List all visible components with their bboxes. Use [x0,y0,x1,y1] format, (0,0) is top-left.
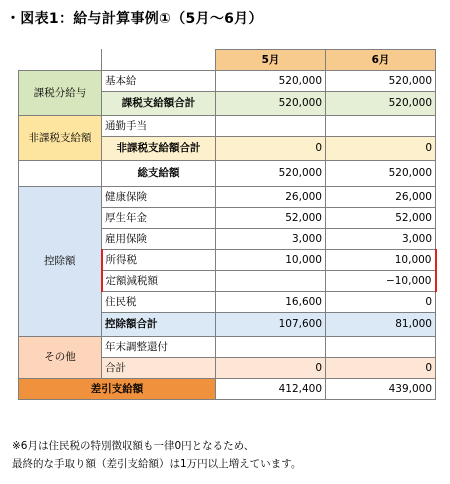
row-label-nenmatsu: 年末調整還付 [102,337,216,358]
header-row [19,50,436,71]
table-row [19,337,436,358]
row-label-koyo: 雇用保険 [102,229,216,250]
group-label-koujo: 控除額 [19,187,102,337]
row-label-kazei-total: 課税支給額合計 [102,92,216,116]
sashihiki-may: 412,400 [216,379,326,400]
koyo-jun: 3,000 [326,229,436,250]
nenmatsu-jun [326,337,436,358]
kihonkyu-jun: 520,000 [326,71,436,92]
col-header-jun: 6月 [326,50,436,71]
table-row [19,116,436,137]
group-label-sonota: その他 [19,337,102,379]
salary-table [18,49,437,400]
kenko-may: 26,000 [216,187,326,208]
table-row-sashihiki [19,379,436,400]
koujo-total-may: 107,600 [216,313,326,337]
row-label-gokei: 合計 [102,358,216,379]
row-label-hikazei-total: 非課税支給額合計 [102,137,216,161]
kazei-total-may: 520,000 [216,92,326,116]
row-label-koujo-total: 控除額合計 [102,313,216,337]
hikazei-total-jun: 0 [326,137,436,161]
kenko-jun: 26,000 [326,187,436,208]
row-label-kihonkyu: 基本給 [102,71,216,92]
kazei-total-jun: 520,000 [326,92,436,116]
row-label-tsukin: 通勤手当 [102,116,216,137]
figure-title: ・図表1：給与計算事例①（5月～6月） [6,11,263,27]
sou-shikyu-jun: 520,000 [326,161,436,187]
nenmatsu-may [216,337,326,358]
sou-shikyu-may: 520,000 [216,161,326,187]
jumin-jun: 0 [326,292,436,313]
header-blank-cell [19,50,102,71]
row-label-jumin: 住民税 [102,292,216,313]
koyo-may: 3,000 [216,229,326,250]
koujo-total-jun: 81,000 [326,313,436,337]
tsukin-may [216,116,326,137]
kosei-jun: 52,000 [326,208,436,229]
shotoku-may: 10,000 [216,250,326,271]
footnote [12,437,301,473]
gokei-may: 0 [216,358,326,379]
shotoku-jun: 10,000 [326,250,436,271]
teigaku-may [216,271,326,292]
col-header-may: 5月 [216,50,326,71]
row-label-kosei: 厚生年金 [102,208,216,229]
blank-cell [19,161,102,187]
jumin-may: 16,600 [216,292,326,313]
teigaku-jun: −10,000 [326,271,436,292]
group-label-hikazei: 非課税支給額 [19,116,102,161]
hikazei-total-may: 0 [216,137,326,161]
group-label-kazei: 課税分給与 [19,71,102,116]
kihonkyu-may: 520,000 [216,71,326,92]
row-label-kenko: 健康保険 [102,187,216,208]
row-label-teigaku: 定額減税額 [102,271,216,292]
footnote-line-1: ※6月は住民税の特別徴収額も一律0円となるため、 [12,440,255,452]
gokei-jun: 0 [326,358,436,379]
tsukin-jun [326,116,436,137]
row-label-sou-shikyu: 総支給額 [102,161,216,187]
group-label-sashihiki: 差引支給額 [19,379,216,400]
sashihiki-jun: 439,000 [326,379,436,400]
table-row [19,161,436,187]
header-blank-cell [102,50,216,71]
table-row [19,187,436,208]
table-row [19,71,436,92]
row-label-shotoku: 所得税 [102,250,216,271]
kosei-may: 52,000 [216,208,326,229]
footnote-line-2: 最終的な手取り額（差引支給額）は1万円以上増えています。 [12,458,302,470]
